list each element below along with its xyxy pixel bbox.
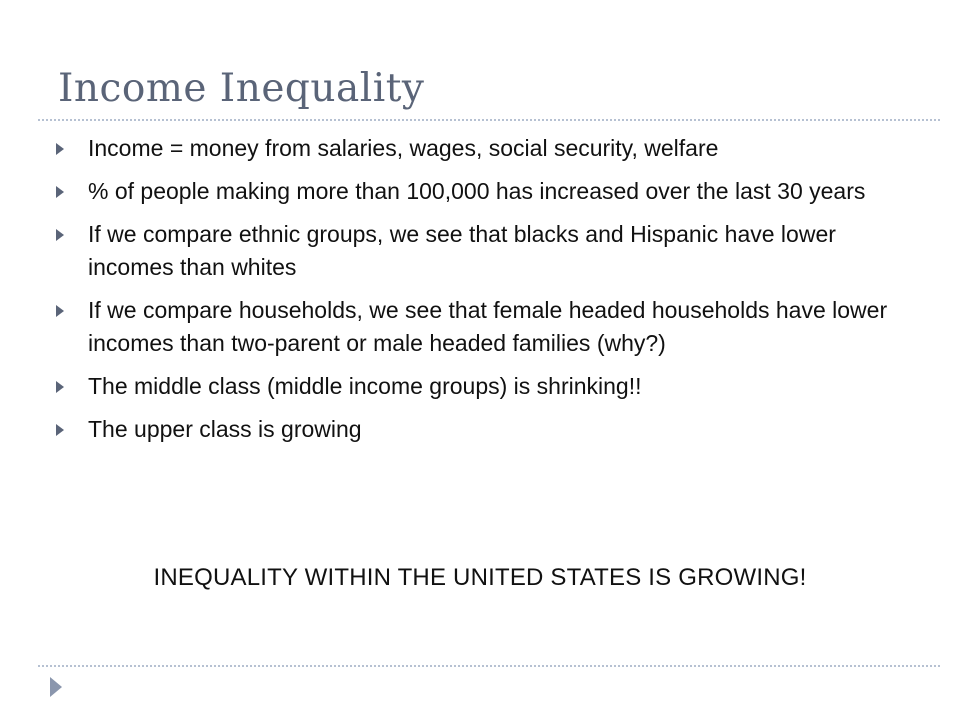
conclusion-text: INEQUALITY WITHIN THE UNITED STATES IS GROWING! bbox=[153, 564, 807, 591]
bullet-text: The upper class is growing bbox=[88, 416, 362, 442]
bullet-list bbox=[54, 132, 914, 456]
bullet-item bbox=[54, 132, 914, 165]
triangle-bullet-icon bbox=[56, 305, 64, 317]
slide-title: Income Inequality bbox=[58, 66, 425, 111]
bullet-text: If we compare ethnic groups, we see that blacks and Hispanic have lower incomes than whites bbox=[88, 221, 836, 280]
bullet-item bbox=[54, 218, 914, 284]
bullet-text: % of people making more than 100,000 has increased over the last 30 years bbox=[88, 178, 866, 204]
footer-divider bbox=[38, 665, 940, 667]
bullet-text: If we compare households, we see that female headed households have lower incomes than two-parent or male headed families (why?) bbox=[88, 297, 888, 356]
bullet-text: The middle class (middle income groups) is shrinking!! bbox=[88, 373, 642, 399]
triangle-bullet-icon bbox=[56, 143, 64, 155]
next-slide-icon[interactable] bbox=[50, 677, 62, 697]
bullet-text: Income = money from salaries, wages, social security, welfare bbox=[88, 135, 719, 161]
triangle-bullet-icon bbox=[56, 424, 64, 436]
bullet-item bbox=[54, 413, 914, 446]
triangle-bullet-icon bbox=[56, 186, 64, 198]
title-divider bbox=[38, 119, 940, 121]
triangle-bullet-icon bbox=[56, 381, 64, 393]
bullet-item bbox=[54, 294, 914, 360]
bullet-item bbox=[54, 175, 914, 208]
bullet-item bbox=[54, 370, 914, 403]
triangle-bullet-icon bbox=[56, 229, 64, 241]
